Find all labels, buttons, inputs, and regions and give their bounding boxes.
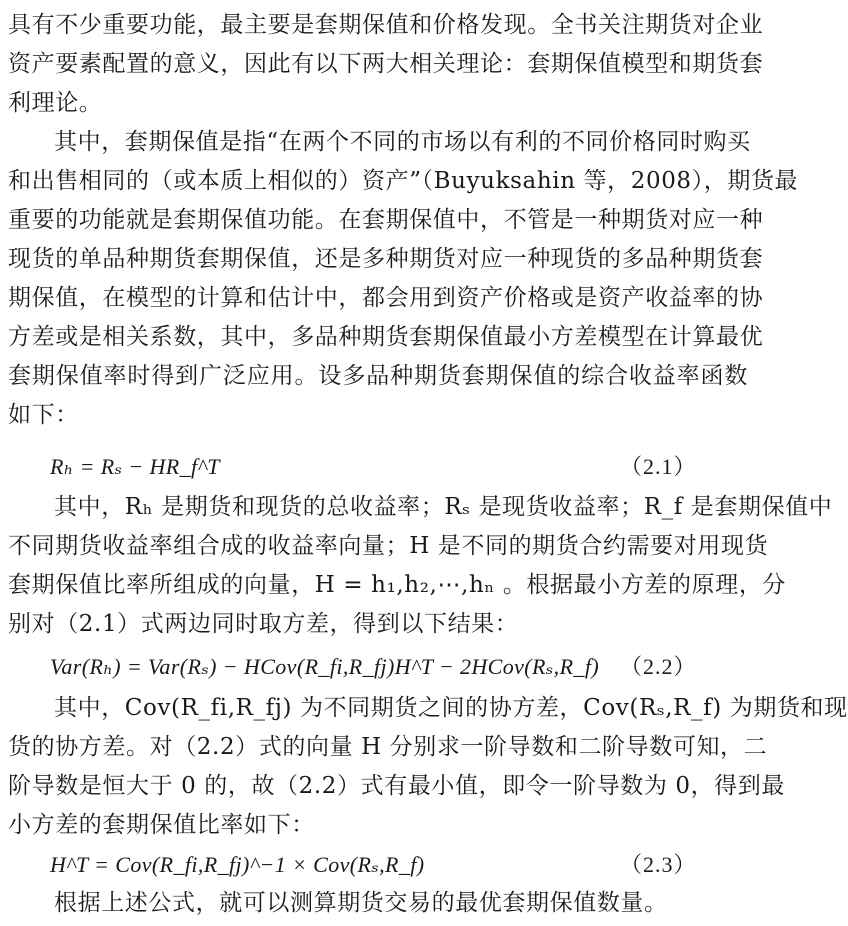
paragraph-line: 其中，套期保值是指“在两个不同的市场以有利的不同价格同时购买 xyxy=(54,129,751,155)
equation-number: （2.3） xyxy=(620,852,697,877)
paragraph-line: 如下： xyxy=(8,402,79,428)
paragraph-line: 其中，Cov(R_fi,R_fj) 为不同期货之间的协方差，Cov(Rₛ,R_f) 为期货和现 xyxy=(54,695,848,721)
equation-number: （2.2） xyxy=(620,654,697,679)
paragraph-line: 和出售相同的（或本质上相似的）资产”（Buyuksahin 等，2008），期货最 xyxy=(8,168,799,194)
paragraph-line: 根据上述公式，就可以测算期货交易的最优套期保值数量。 xyxy=(54,890,668,916)
paragraph-line: 利理论。 xyxy=(8,90,103,116)
paragraph-line: 方差或是相关系数，其中，多品种期货套期保值最小方差模型在计算最优 xyxy=(8,324,764,350)
paragraph-line: 别对（2.1）式两边同时取方差，得到以下结果： xyxy=(8,611,519,637)
paragraph-line: 现货的单品种期货套期保值，还是多种期货对应一种现货的多品种期货套 xyxy=(8,246,764,272)
paragraph-line: 具有不少重要功能，最主要是套期保值和价格发现。全书关注期货对企业 xyxy=(8,12,764,38)
equation-number: （2.1） xyxy=(620,454,697,479)
paragraph-line: 货的协方差。对（2.2）式的向量 H 分别求一阶导数和二阶导数可知，二 xyxy=(8,734,768,760)
paragraph-line: 资产要素配置的意义，因此有以下两大相关理论：套期保值模型和期货套 xyxy=(8,51,764,77)
paragraph-line: 重要的功能就是套期保值功能。在套期保值中，不管是一种期货对应一种 xyxy=(8,207,764,233)
paragraph-line: 套期保值比率所组成的向量，H = h₁,h₂,⋯,hₙ 。根据最小方差的原理，分 xyxy=(8,572,787,598)
paragraph-line: 套期保值率时得到广泛应用。设多品种期货套期保值的综合收益率函数 xyxy=(8,363,748,389)
equation-2-3: H^T = Cov(R_fi,R_fj)^−1 × Cov(Rₛ,R_f) xyxy=(50,852,425,877)
paragraph-line: 期保值，在模型的计算和估计中，都会用到资产价格或是资产收益率的协 xyxy=(8,285,764,311)
paragraph-line: 不同期货收益率组合成的收益率向量；H 是不同的期货合约需要对用现货 xyxy=(8,533,769,559)
paragraph-line: 阶导数是恒大于 0 的，故（2.2）式有最小值，即令一阶导数为 0，得到最 xyxy=(8,773,785,799)
equation-2-1: Rₕ = Rₛ − HR_f^T xyxy=(50,454,220,479)
paragraph-line: 其中，Rₕ 是期货和现货的总收益率；Rₛ 是现货收益率；R_f 是套期保值中 xyxy=(54,494,833,520)
equation-2-2: Var(Rₕ) = Var(Rₛ) − HCov(R_fi,R_fj)H^T − 2HCov(Rₛ,R_f) xyxy=(50,654,600,679)
paragraph-line: 小方差的套期保值比率如下： xyxy=(8,812,315,838)
